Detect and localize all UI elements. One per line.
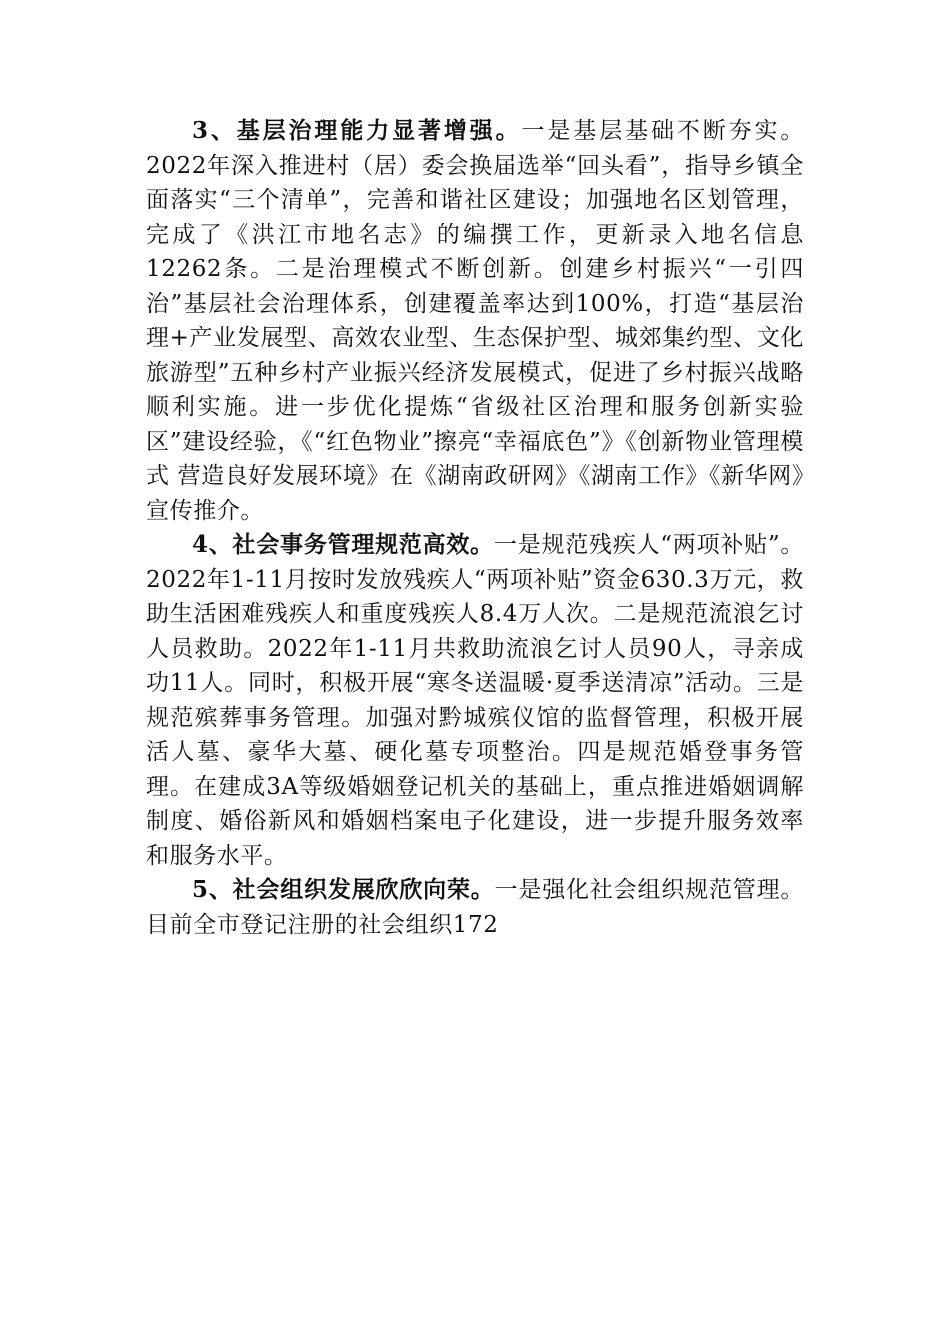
paragraph-4-body: 一是规范残疾人“两项补贴”。2022年1-11月按时发放残疾人“两项补贴”资金630.3万元，救助生活困难残疾人和重度残疾人8.4万人次。二是规范流浪乞讨人员救助。2022年1-11月共救助流浪乞讨人员90人，寻亲成功11人。同时，积极开展“寒冬送温暖·夏季送清凉”活动。三是规范殡葬事务管理。加强对黔城殡仪馆的监督管理，积极开展活人墓、豪华大墓、硬化墓专项整治。四是规范婚登事务管理。在建成3A等级婚姻登记机关的基础上，重点推进婚姻调解制度、婚俗新风和婚姻档案电子化建设，进一步提升服务效率和服务水平。	[146, 532, 804, 869]
paragraph-3-body: 一是基层基础不断夯实。2022年深入推进村（居）委会换届选举“回头看”，指导乡镇全面落实“三个清单”，完善和谐社区建设；加强地名区划管理，完成了《洪江市地名志》的编撰工作，更新录入地名信息12262条。二是治理模式不断创新。创建乡村振兴“一引四治”基层社会治理体系，创建覆盖率达到100%，打造“基层治理+产业发展型、高效农业型、生态保护型、城郊集约型、文化旅游型”五种乡村产业振兴经济发展模式，促进了乡村振兴战略顺利实施。进一步优化提炼“省级社区治理和服务创新实验区”建设经验，《“红色物业”擦亮“幸福底色”》《创新物业管理模式 营造良好发展环境》在《湖南政研网》《湖南工作》《新华网》宣传推介。	[146, 118, 804, 524]
paragraph-4	[146, 528, 804, 873]
paragraph-3	[146, 114, 804, 528]
paragraph-5-body: 一是强化社会组织规范管理。目前全市登记注册的社会组织172	[146, 877, 804, 938]
paragraph-5-heading: 5、社会组织发展欣欣向荣。	[192, 876, 495, 903]
paragraph-4-heading: 4、社会事务管理规范高效。	[192, 531, 494, 558]
document-body	[146, 114, 804, 942]
paragraph-5	[146, 873, 804, 942]
paragraph-3-heading: 3、基层治理能力显著增强。	[192, 117, 522, 144]
